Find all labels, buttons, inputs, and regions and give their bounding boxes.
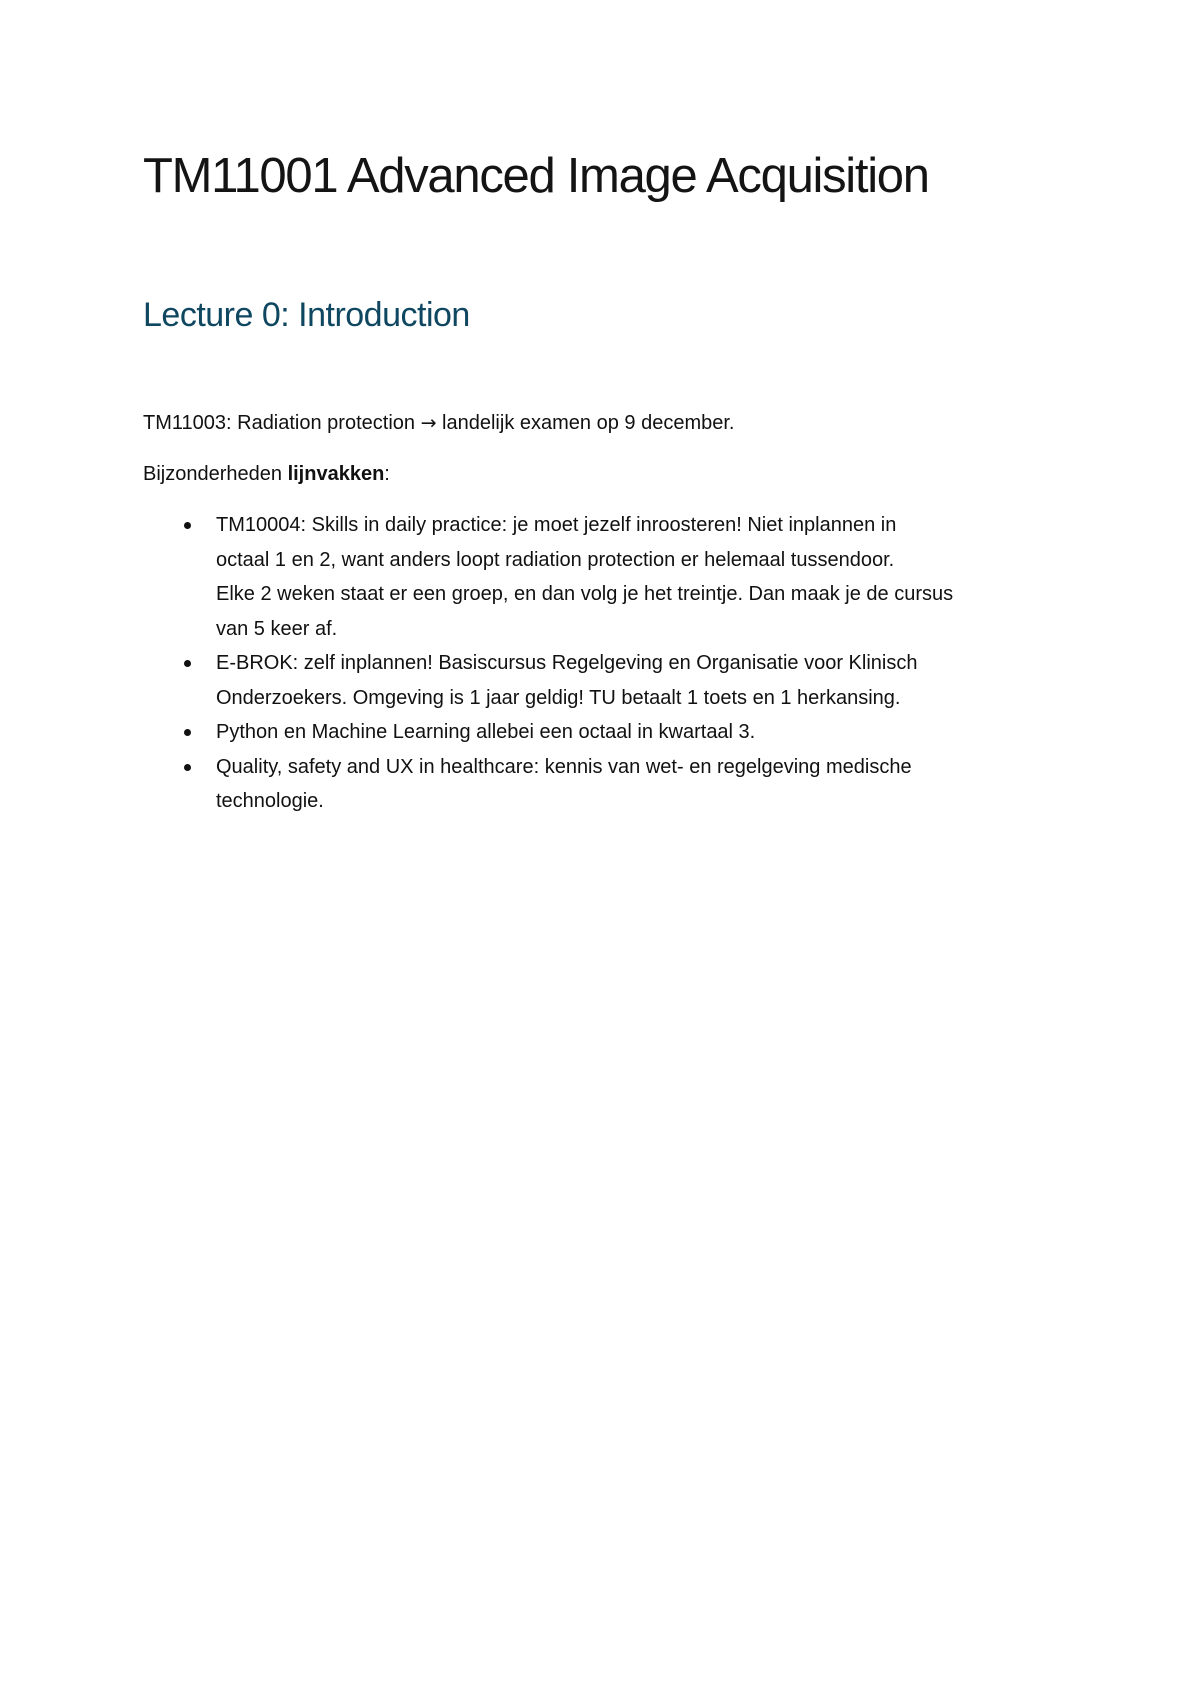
list-item — [143, 715, 1083, 750]
paragraph-bold-term: lijnvakken — [287, 463, 385, 485]
list-item-line: technologie. — [216, 790, 324, 812]
list-item — [143, 508, 1083, 646]
radiation-protection-paragraph — [143, 406, 734, 440]
paragraph-text-end: landelijk examen op 9 december. — [436, 412, 735, 434]
list-item-line: Elke 2 weken staat er een groep, en dan volg je het treintje. Dan maak je de cursus — [216, 583, 954, 605]
list-item — [143, 646, 1083, 715]
bullet-icon — [184, 729, 191, 736]
list-item-line: TM10004: Skills in daily practice: je moet jezelf inroosteren! Niet inplannen in — [216, 514, 897, 536]
document-title: TM11001 Advanced Image Acquisition — [143, 149, 929, 203]
list-item-line: E-BROK: zelf inplannen! Basiscursus Regelgeving en Organisatie voor Klinisch — [216, 652, 918, 674]
list-item-line: van 5 keer af. — [216, 617, 338, 640]
paragraph-suffix: : — [384, 463, 390, 485]
lecture-heading: Lecture 0: Introduction — [143, 296, 470, 334]
paragraph-text-start: TM11003: Radiation protection — [143, 412, 421, 434]
bullet-icon — [184, 764, 191, 771]
bullet-icon — [184, 660, 191, 667]
bullet-list — [143, 508, 1083, 819]
list-item-line: Onderzoekers. Omgeving is 1 jaar geldig! TU betaalt 1 toets en 1 herkansing. — [216, 686, 901, 709]
bullet-icon — [184, 522, 191, 529]
list-item-line: Python en Machine Learning allebei een octaal in kwartaal 3. — [216, 721, 756, 743]
list-item — [143, 750, 1083, 819]
lijnvakken-paragraph — [143, 457, 390, 491]
paragraph-prefix: Bijzonderheden — [143, 463, 288, 485]
list-item-line: Quality, safety and UX in healthcare: kennis van wet- en regelgeving medische — [216, 755, 912, 778]
right-arrow-icon: → — [420, 412, 437, 434]
list-item-line: octaal 1 en 2, want anders loopt radiation protection er helemaal tussendoor. — [216, 548, 895, 571]
